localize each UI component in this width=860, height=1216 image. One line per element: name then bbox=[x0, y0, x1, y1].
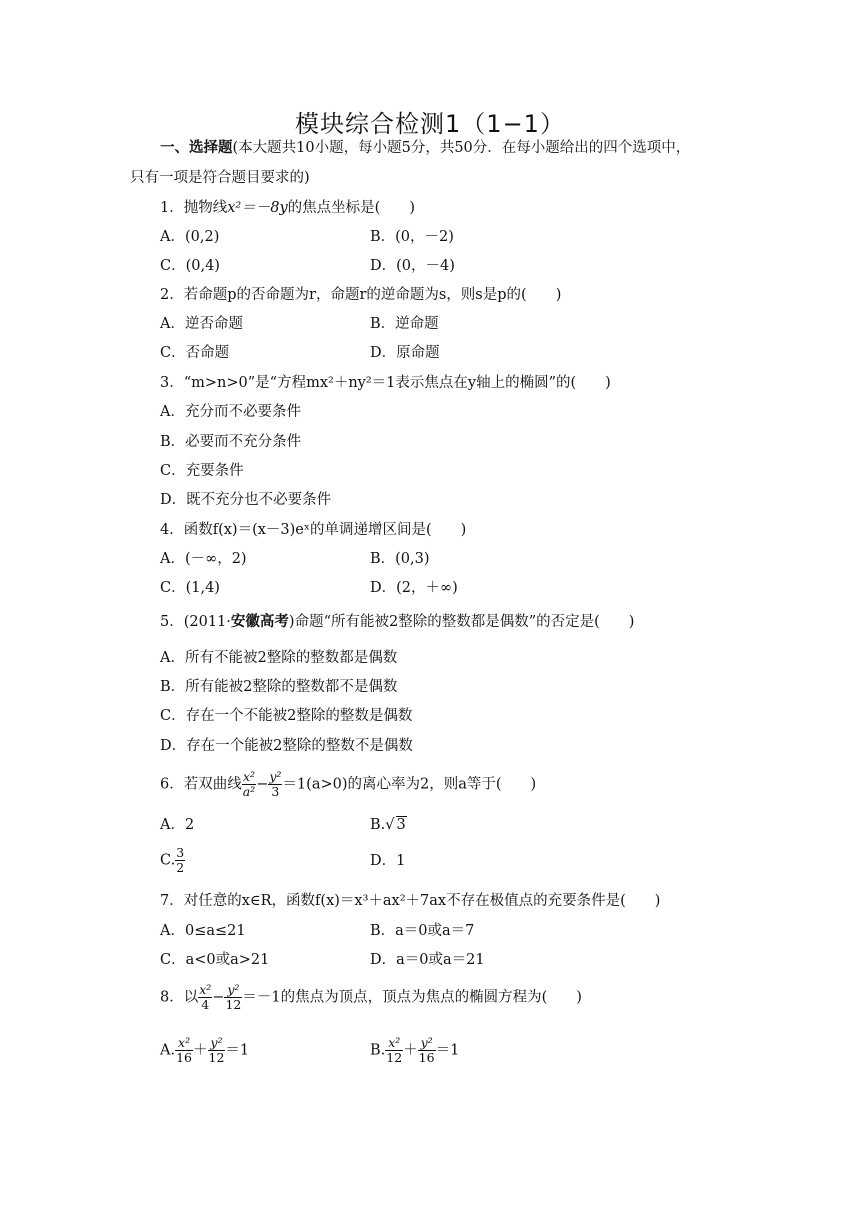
q7-option-b: B．a＝0或a＝7 bbox=[370, 923, 475, 939]
q3-option-d: D．既不充分也不必要条件 bbox=[160, 492, 332, 508]
q8-option-b-equals: ＝1 bbox=[435, 1042, 460, 1059]
question-4: 4．函数f(x)＝(x－3)eˣ的单调递增区间是( ) bbox=[160, 522, 467, 538]
q3-option-a: A．充分而不必要条件 bbox=[160, 404, 301, 420]
q5-post: )命题“所有能被2整除的整数都是偶数”的否定是( ) bbox=[288, 614, 635, 630]
q8-option-b-label: B. bbox=[370, 1042, 386, 1059]
q8-option-b-plus: ＋ bbox=[403, 1042, 418, 1059]
section-intro-line1 bbox=[160, 138, 690, 158]
q8-option-a-equals: ＝1 bbox=[225, 1042, 250, 1059]
q8-option-a-label: A. bbox=[160, 1042, 176, 1059]
q1-option-b: B．(0，－2) bbox=[370, 229, 454, 245]
q8-option-b-fraction-1: $\frac{\text{x²}}{12}$ bbox=[386, 1035, 403, 1065]
q5-source: 安徽高考 bbox=[230, 613, 289, 630]
q8-option-a-plus: ＋ bbox=[193, 1042, 208, 1059]
q8-option-b-fraction-2: $\frac{\text{y²}}{16}$ bbox=[418, 1035, 435, 1065]
q8-fraction-1: $\frac{\text{x²}}{4}$ bbox=[199, 982, 212, 1012]
q1-equation: x²＝－8y bbox=[227, 200, 288, 216]
q1-pre: 1．抛物线 bbox=[160, 200, 228, 216]
q8-post: ＝－1的焦点为顶点，顶点为焦点的椭圆方程为( ) bbox=[242, 989, 582, 1006]
q8-option-a bbox=[160, 1036, 249, 1065]
question-1 bbox=[160, 198, 415, 218]
q2-option-a: A．逆否命题 bbox=[160, 316, 243, 332]
q4-option-a: A．(－∞，2) bbox=[160, 551, 247, 567]
q7-option-c: C．a<0或a>21 bbox=[160, 952, 270, 968]
section-intro-line2: 只有一项是符合题目要求的) bbox=[130, 170, 310, 186]
q3-option-c: C．充要条件 bbox=[160, 463, 244, 479]
question-2: 2．若命题p的否命题为r，命题r的逆命题为s，则s是p的( ) bbox=[160, 287, 562, 303]
section-instructions: (本大题共10小题，每小题5分，共50分．在每小题给出的四个选项中， bbox=[232, 140, 691, 156]
q1-post: 的焦点坐标是( ) bbox=[287, 200, 415, 216]
q6-fraction-1: $\frac{\text{x²}}{\text{a²}}$ bbox=[242, 769, 256, 799]
q8-option-b bbox=[370, 1036, 459, 1065]
q6-option-d: D．1 bbox=[370, 853, 406, 869]
section-label: 一、选择题 bbox=[160, 139, 233, 156]
q6-pre: 6．若双曲线 bbox=[160, 776, 242, 793]
q6-option-c-label: C. bbox=[160, 852, 176, 869]
q1-option-d: D．(0，－4) bbox=[370, 258, 455, 274]
q6-post: ＝1(a>0)的离心率为2，则a等于( ) bbox=[282, 776, 537, 793]
question-7: 7．对任意的x∈R，函数f(x)＝x³＋ax²＋7ax不存在极值点的充要条件是( ) bbox=[160, 893, 661, 909]
q8-fraction-2: $\frac{\text{y²}}{12}$ bbox=[225, 982, 242, 1012]
q6-option-b-label: B. bbox=[370, 817, 386, 833]
q3-option-b: B．必要而不充分条件 bbox=[160, 434, 302, 450]
q5-option-d: D．存在一个能被2整除的整数不是偶数 bbox=[160, 738, 413, 754]
q4-option-d: D．(2，＋∞) bbox=[370, 580, 458, 596]
q1-option-a: A．(0,2) bbox=[160, 229, 220, 245]
q2-option-d: D．原命题 bbox=[370, 345, 440, 361]
q6-option-b-radicand: 3 bbox=[396, 817, 406, 833]
q7-option-a: A．0≤a≤21 bbox=[160, 923, 246, 939]
q4-option-c: C．(1,4) bbox=[160, 580, 220, 596]
q5-option-c: C．存在一个不能被2整除的整数是偶数 bbox=[160, 708, 413, 724]
q8-pre: 8．以 bbox=[160, 989, 199, 1006]
q8-option-a-fraction-2: $\frac{\text{y²}}{12}$ bbox=[208, 1035, 225, 1065]
question-5 bbox=[160, 612, 634, 632]
q6-option-b bbox=[370, 815, 407, 835]
q6-option-a: A．2 bbox=[160, 817, 195, 833]
page-title: 模块综合检测1（1−1） bbox=[295, 110, 565, 138]
q6-fraction-2: $\frac{\text{y²}}{3}$ bbox=[269, 769, 282, 799]
q5-option-a: A．所有不能被2整除的整数都是偶数 bbox=[160, 650, 398, 666]
q8-option-a-fraction-1: $\frac{\text{x²}}{16}$ bbox=[176, 1035, 192, 1065]
q8-minus: − bbox=[212, 989, 225, 1006]
q5-option-b: B．所有能被2整除的整数都不是偶数 bbox=[160, 679, 398, 695]
q6-option-c bbox=[160, 846, 185, 875]
q2-option-c: C．否命题 bbox=[160, 345, 230, 361]
q6-minus: − bbox=[256, 776, 269, 793]
q4-option-b: B．(0,3) bbox=[370, 551, 430, 567]
q6-option-c-fraction: $\frac{3}{2}$ bbox=[176, 845, 185, 875]
q2-option-b: B．逆命题 bbox=[370, 316, 439, 332]
question-6 bbox=[160, 770, 536, 799]
sqrt-icon: √ bbox=[385, 817, 395, 833]
question-3: 3．“m>n>0”是“方程mx²＋ny²＝1表示焦点在y轴上的椭圆”的( ) bbox=[160, 375, 611, 391]
question-8 bbox=[160, 983, 582, 1012]
q5-pre: 5．(2011· bbox=[160, 614, 231, 630]
q1-option-c: C．(0,4) bbox=[160, 258, 220, 274]
q7-option-d: D．a＝0或a＝21 bbox=[370, 952, 485, 968]
